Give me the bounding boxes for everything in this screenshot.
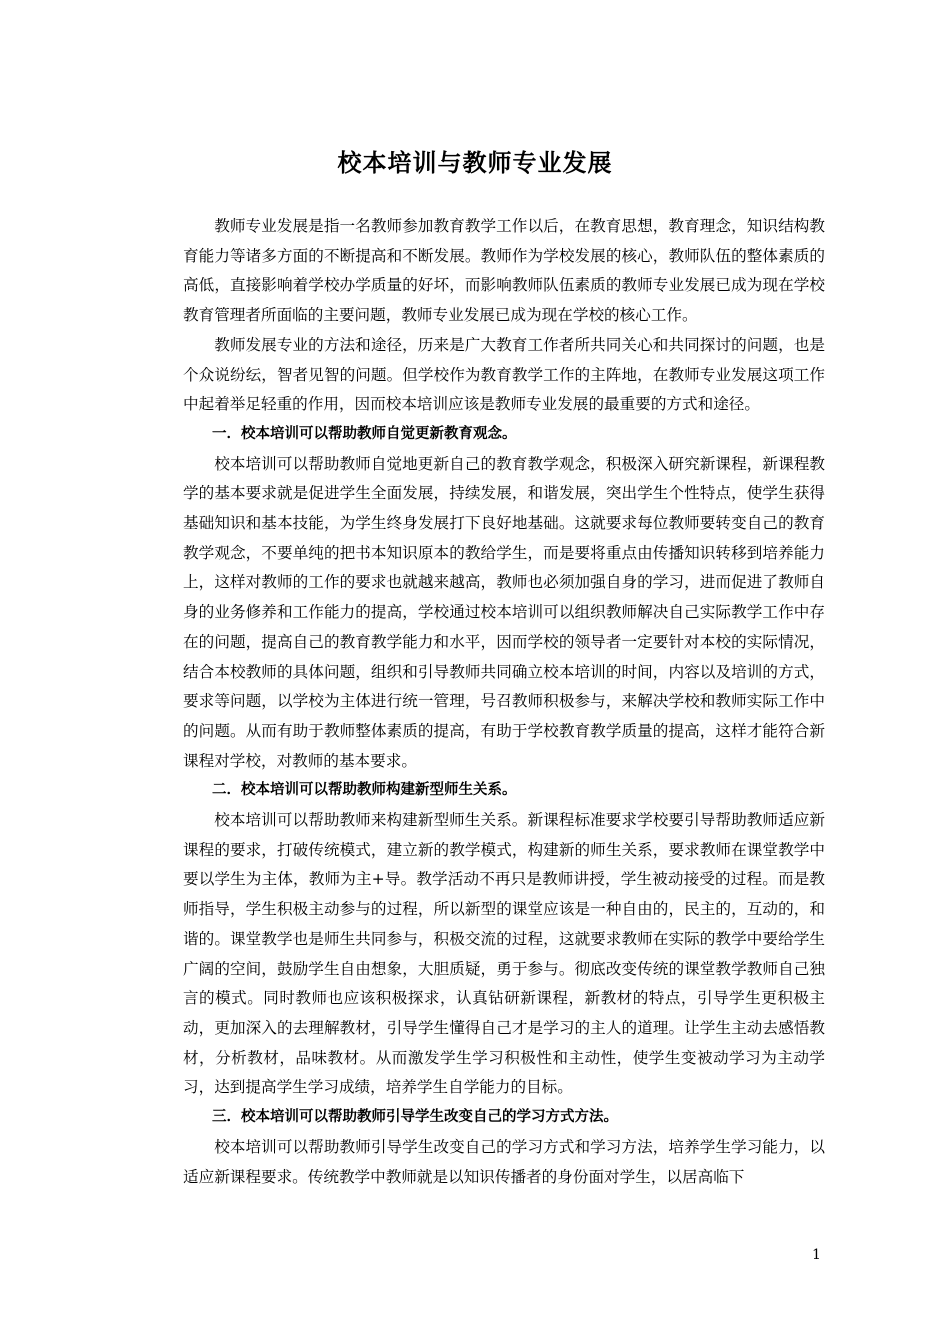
- paragraph: 校本培训可以帮助教师引导学生改变自己的学习方式和学习方法，培养学生学习能力，以适应新课程要求。传统教学中教师就是以知识传播者的身份面对学生，以居高临下: [183, 1137, 825, 1186]
- section-heading: 三．校本培训可以帮助教师引导学生改变自己的学习方式方法。: [212, 1109, 618, 1126]
- paragraph: 校本培训可以帮助教师自觉地更新自己的教育教学观念，积极深入研究新课程，新课程教学的基本要求就是促进学生全面发展，持续发展，和谐发展，突出学生个性特点，使学生获得基础知识和基本技能，为学生终身发展打下良好地基础。这就要求每位教师要转变自己的教育教学观念，不要单纯的把书本知识原本的教给学生，而是要将重点由传播知识转移到培养能力上，这样对教师的工作的要求也就越来越高，教师也必须加强自身的学习，进而促进了教师自身的业务修养和工作能力的提高，学校通过校本培训可以组织教师解决自己实际教学工作中存在的问题，提高自己的教育教学能力和水平，因而学校的领导者一定要针对本校的实际情况，结合本校教师的具体问题，组织和引导教师共同确立校本培训的时间，内容以及培训的方式，要求等问题，以学校为主体进行统一管理，号召教师积极参与，来解决学校和教师实际工作中的问题。从而有助于教师整体素质的提高，有助于学校教育教学质量的提高，这样才能符合新课程对学校，对教师的基本要求。: [183, 454, 825, 770]
- paragraph: 教师发展专业的方法和途径，历来是广大教育工作者所共同关心和共同探讨的问题，也是个众说纷纭，智者见智的问题。但学校作为教育教学工作的主阵地，在教师专业发展这项工作中起着举足轻重的作用，因而校本培训应该是教师专业发展的最重要的方式和途径。: [183, 335, 825, 414]
- document-body: [183, 212, 825, 1192]
- paragraph: 校本培训可以帮助教师来构建新型师生关系。新课程标准要求学校要引导帮助教师适应新课程的要求，打破传统模式，建立新的教学模式，构建新的师生关系，要求教师在课堂教学中要以学生为主体，教师为主+导。教学活动不再只是教师讲授，学生被动接受的过程。而是教师指导，学生积极主动参与的过程，所以新型的课堂应该是一种自由的，民主的，互动的，和谐的。课堂教学也是师生共同参与，积极交流的过程，这就要求教师在实际的教学中要给学生广阔的空间，鼓励学生自由想象，大胆质疑，勇于参与。彻底改变传统的课堂教学教师自己独言的模式。同时教师也应该积极探求，认真钻研新课程，新教材的特点，引导学生更积极主动，更加深入的去理解教材，引导学生懂得自己才是学习的主人的道理。让学生主动去感悟教材，分析教材，品味教材。从而激发学生学习积极性和主动性，使学生变被动学习为主动学习，达到提高学生学习成绩，培养学生自学能力的目标。: [183, 811, 825, 1097]
- section-heading: 一．校本培训可以帮助教师自觉更新教育观念。: [212, 425, 517, 442]
- page-number: 1: [812, 1247, 821, 1263]
- paragraph: 教师专业发展是指一名教师参加教育教学工作以后，在教育思想，教育理念，知识结构教育能力等诸多方面的不断提高和不断发展。教师作为学校发展的核心，教师队伍的整体素质的高低，直接影响着学校办学质量的好坏，而影响教师队伍素质的教师专业发展已成为现在学校教育管理者所面临的主要问题，教师专业发展已成为现在学校的核心工作。: [183, 217, 825, 325]
- document-title: 校本培训与教师专业发展: [337, 149, 613, 177]
- section-heading: 二．校本培训可以帮助教师构建新型师生关系。: [212, 782, 517, 799]
